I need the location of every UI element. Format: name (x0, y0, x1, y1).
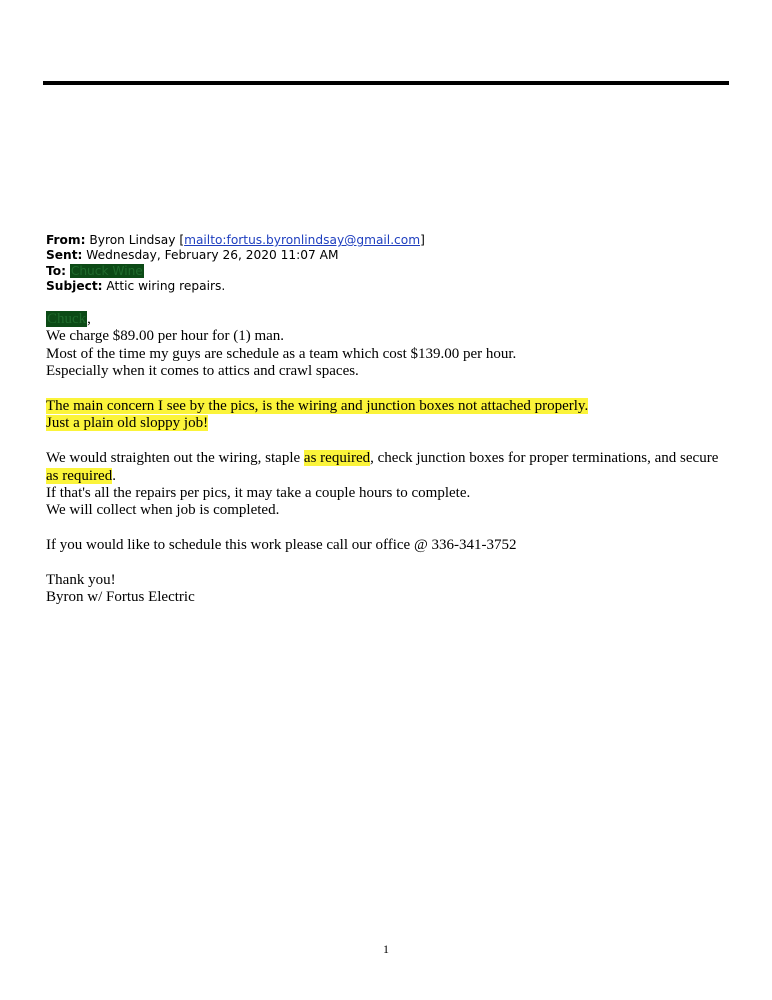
subject-row (46, 279, 736, 294)
payment-line: We will collect when job is completed. (46, 502, 280, 519)
thanks-line: Thank you! (46, 572, 116, 589)
from-label: From: (46, 233, 86, 247)
email-body (46, 311, 746, 607)
repair-text-a: We would straighten out the wiring, staple (46, 450, 304, 467)
to-row (46, 264, 736, 279)
subject-label: Subject: (46, 278, 103, 293)
concern-line-1 (46, 398, 746, 415)
spacer (46, 381, 746, 398)
header-rule (43, 81, 729, 85)
repair-text-c: . (112, 467, 116, 484)
from-row (46, 233, 736, 248)
sent-label: Sent: (46, 248, 83, 263)
greeting (46, 311, 746, 328)
concern-highlight-1: The main concern I see by the pics, is the wiring and junction boxes not attached properly. (46, 398, 589, 415)
greeting-comma: , (87, 311, 91, 327)
schedule-line: If you would like to schedule this work please call our office @ 336-341-3752 (46, 537, 517, 554)
from-name: Byron Lindsay (89, 233, 176, 247)
bracket-close: ] (420, 233, 425, 247)
sent-row (46, 248, 736, 263)
rate-line: We charge $89.00 per hour for (1) man. (46, 328, 285, 345)
concern-highlight-2: Just a plain old sloppy job! (46, 415, 209, 432)
spacer (46, 433, 746, 450)
attics-line: Especially when it comes to attics and crawl spaces. (46, 363, 359, 380)
repair-line-2 (46, 468, 746, 485)
to-label: To: (46, 263, 66, 278)
to-recipient-redacted: Chuck Wine (70, 263, 143, 278)
sent-value: Wednesday, February 26, 2020 11:07 AM (86, 248, 339, 263)
bracket-open: [ (179, 233, 185, 247)
concern-line-2 (46, 415, 746, 432)
email-header (46, 233, 736, 294)
as-required-highlight-1: as required (303, 450, 371, 467)
signature-line: Byron w/ Fortus Electric (46, 589, 195, 606)
spacer (46, 555, 746, 572)
repair-text-b: , check junction boxes for proper terminations, and secure (370, 450, 719, 467)
repair-duration-line: If that's all the repairs per pics, it may take a couple hours to complete. (46, 485, 471, 502)
greeting-name-redacted: Chuck (47, 311, 87, 327)
spacer (46, 520, 746, 537)
page-number: 1 (383, 942, 389, 956)
subject-value: Attic wiring repairs. (106, 278, 226, 293)
team-rate-line: Most of the time my guys are schedule as a team which cost $139.00 per hour. (46, 345, 517, 362)
as-required-highlight-2: as required (46, 467, 113, 484)
repair-line-1 (46, 450, 746, 467)
from-email-link[interactable]: mailto:fortus.byronlindsay@gmail.com (184, 233, 421, 247)
